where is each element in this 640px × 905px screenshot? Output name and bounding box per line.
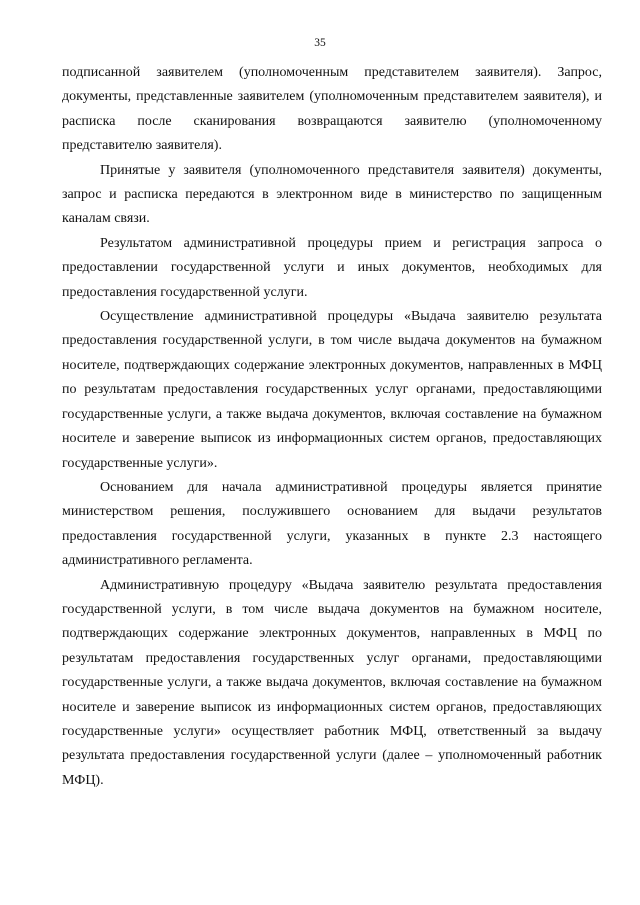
paragraph-issuance-procedure: Осуществление административной процедуры «Выдача заявителю результата предоставления государственной услуги, в том числе выдача документов на бумажном носителе, подтверждающих содержание электронных документов, направленных в МФЦ по результатам предоставления государственных услуг органами, предоставляющими государственные услуги, а также выдача документов, включая составление на бумажном носителе и заверение выписок из информационных систем органов, предоставляющих государственные услуги». (62, 309, 602, 471)
paragraph-procedure-result: Результатом административной процедуры прием и регистрация запроса о предоставлении государственной услуги и иных документов, необходимых для предоставления государственной услуги. (62, 235, 602, 300)
page-number: 35 (314, 37, 326, 49)
paragraph-documents-transfer: Принятые у заявителя (уполномоченного представителя заявителя) документы, запрос и расписка передаются в электронном виде в министерство по защищенным каналам связи. (62, 162, 602, 227)
paragraph-responsible-worker: Административную процедуру «Выдача заявителю результата предоставления государственной услуги, в том числе выдача документов на бумажном носителе, подтверждающих содержание электронных документов, направленных в МФЦ по результатам предоставления государственных услуг органами, предоставляющими государственные услуги, а также выдача документов, включая составление на бумажном носителе и заверение выписок из информационных систем органов, предоставляющих государственные услуги» осуществляет работник МФЦ, ответственный за выдачу результата предоставления государственной услуги (далее – уполномоченный работник МФЦ). (62, 577, 602, 788)
paragraph-continuation: подписанной заявителем (уполномоченным представителем заявителя). Запрос, документы, представленные заявителем (уполномоченным представителем заявителя), и расписка после сканирования возвращаются заявителю (уполномоченному представителю заявителя). (62, 65, 602, 154)
paragraph-procedure-basis: Основанием для начала административной процедуры является принятие министерством решения, послужившего основанием для выдачи результатов предоставления государственной услуги, указанных в пункте 2.3 настоящего административного регламента. (62, 479, 602, 569)
document-body (62, 61, 602, 793)
